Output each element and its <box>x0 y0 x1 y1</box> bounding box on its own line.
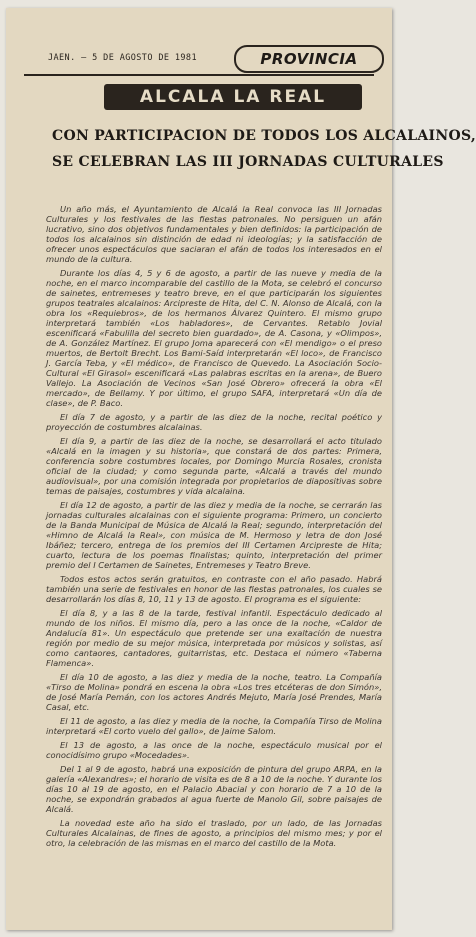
section-name: PROVINCIA <box>260 50 358 68</box>
dateline: JAEN. — 5 DE AGOSTO DE 1981 <box>48 53 197 63</box>
divider <box>24 74 374 76</box>
paragraph: El día 9, a partir de las diez de la noche, se desarrollará el acto titulado «Alcalá en la imagen y su historia», que constará de dos partes: Primera, conferencia sobre costumbres locales, por Domingo Murcia Rosales, cronista oficial de la ciudad; y como segunda parte, «Alcalá a través del mundo audiovisual», por una comisión integrada por propietarios de diapositivas sobre temas de paisajes, costumbres y vida alcalaina. <box>46 436 382 496</box>
paragraph: El 13 de agosto, a las once de la noche, espectáculo musical por el conocidísimo grupo «Mocedades». <box>46 740 382 760</box>
paragraph: El día 7 de agosto, y a partir de las diez de la noche, recital poético y proyección de costumbres alcalainas. <box>46 412 382 432</box>
paragraph: Durante los días 4, 5 y 6 de agosto, a partir de las nueve y media de la noche, en el marco incomparable del castillo de la Mota, se celebró el concurso de sainetes, entremeses y teatro breve, en el que participarán los siguientes grupos teatrales alcalainos: Arcipreste de Hita, del C. N. Alonso de Alcalá, con la obra los «Requiebros», de los hermanos Álvarez Quintero. El mismo grupo interpretará también «Los habladores», de Cervantes. Retablo Jovial escenificará «Fabulilla del secreto bien guardado», de A. Casona, y «Olimpos», de A. González Martínez. El grupo Joma aparecerá con «El mendigo» o el preso muertos, de Bertolt Brecht. Los Bami-Saíd interpretarán «El loco», de Francisco J. García Teba, y «El médico», de Francisco de Quevedo. La Asociación Socio-Cultural «El Girasol» escenificará «Las palabras escritas en la arena», de Buero Vallejo. La Asociación de Vecinos «San José Obrero» ofrecerá la obra «El mercado», de Bellamy. Y por último, el grupo SAFA, interpretará «Un día de clase», de P. Baco. <box>46 268 382 408</box>
section-label <box>234 45 384 73</box>
headline-line-1: CON PARTICIPACION DE TODOS LOS ALCALAINOS, <box>52 128 476 144</box>
paragraph: El día 12 de agosto, a partir de las diez y media de la noche, se cerrarán las jornadas culturales alcalainas con el siguiente programa: Primero, un concierto de la Banda Municipal de Música de Alcalá la Real; segundo, interpretación del «Himno de Alcalá la Real», con música de M. Hermoso y letra de don José Ibáñez; tercero, entrega de los premios del III Certamen Arcipreste de Hita; cuarto, lectura de los poemas finalistas; quinto, interpretación del primer premio del I Certamen de Sainetes, Entremeses y Teatro Breve. <box>46 500 382 570</box>
headline <box>52 126 476 172</box>
paragraph: Un año más, el Ayuntamiento de Alcalá la Real convoca las III Jornadas Culturales y los festivales de las fiestas patronales. No persiguen un afán lucrativo, sino dos objetivos fundamentales y bien definidos: la participación de todos los alcalainos sin distinción de edad ni ideologías; y la satisfacción de ofrecer unos espectáculos que saciaran el afán de todos los interesados en el mundo de la cultura. <box>46 204 382 264</box>
town-banner <box>104 84 362 110</box>
paragraph: El 11 de agosto, a las diez y media de la noche, la Compañía Tirso de Molina interpretará «El corto vuelo del gallo», de Jaime Salom. <box>46 716 382 736</box>
paragraph: El día 10 de agosto, a las diez y media de la noche, teatro. La Compañía «Tirso de Molina» pondrá en escena la obra «Los tres etcéteras de don Simón», de José María Pemán, con los actores Andrés Mejuto, María José Prendes, María Casal, etc. <box>46 672 382 712</box>
paragraph: El día 8, y a las 8 de la tarde, festival infantil. Espectáculo dedicado al mundo de los niños. El mismo día, pero a las once de la noche, «Caldor de Andalucía 81». Un espectáculo que pretende ser una exaltación de nuestra región por medio de su mejor música, interpretada por músicos y solistas, así como cantaores, cantadores, guitarristas, etc. Destaca el número «Taberna Flamenca». <box>46 608 382 668</box>
paragraph: La novedad este año ha sido el traslado, por un lado, de las Jornadas Culturales Alcalainas, de fines de agosto, a principios del mismo mes; y por el otro, la celebración de las mismas en el marco del castillo de la Mota. <box>46 818 382 848</box>
town-name: ALCALA LA REAL <box>139 87 327 107</box>
masthead <box>20 42 380 72</box>
newspaper-clipping <box>6 8 476 930</box>
paragraph: Del 1 al 9 de agosto, habrá una exposición de pintura del grupo ARPA, en la galería «Alexandres»; el horario de visita es de 8 a 10 de la noche. Y durante los días 10 al 19 de agosto, en el Palacio Abacial y con horario de 7 a 10 de la noche, se expondrán grabados al agua fuerte de Manolo Gil, sobre paisajes de Alcalá. <box>46 764 382 814</box>
paragraph: Todos estos actos serán gratuitos, en contraste con el año pasado. Habrá también una serie de festivales en honor de las fiestas patronales, los cuales se desarrollarán los días 8, 10, 11 y 13 de agosto. El programa es el siguiente: <box>46 574 382 604</box>
article-body <box>46 204 382 920</box>
headline-line-2: SE CELEBRAN LAS III JORNADAS CULTURALES <box>52 154 444 170</box>
